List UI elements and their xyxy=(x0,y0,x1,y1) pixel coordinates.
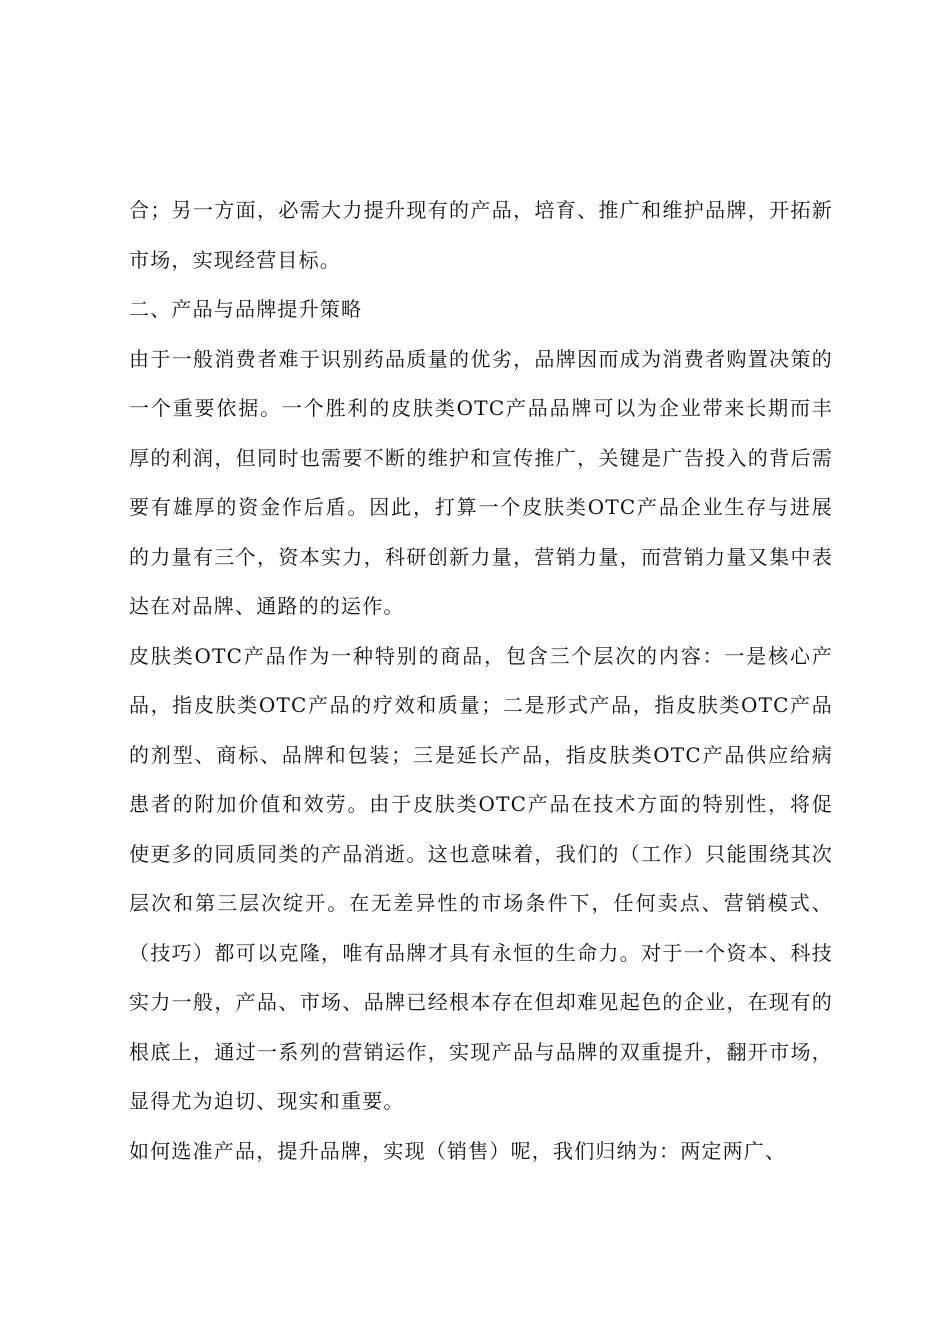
document-body xyxy=(129,186,833,1176)
paragraph-product-levels: 皮肤类OTC产品作为一种特别的商品，包含三个层次的内容：一是核心产品，指皮肤类OTC产品的疗效和质量；二是形式产品，指皮肤类OTC产品的剂型、商标、品牌和包装；三是延长产品，指皮肤类OTC产品供应给病患者的附加价值和效劳。由于皮肤类OTC产品在技术方面的特别性，将促使更多的同质同类的产品消逝。这也意味着，我们的（工作）只能围绕其次层次和第三层次绽开。在无差异性的市场条件下，任何卖点、营销模式、（技巧）都可以克隆，唯有品牌才具有永恒的生命力。对于一个资本、科技实力一般，产品、市场、品牌已经根本存在但却难见起色的企业，在现有的根底上，通过一系列的营销运作，实现产品与品牌的双重提升，翻开市场，显得尤为迫切、现实和重要。 xyxy=(129,643,833,1113)
paragraph-summary-start: 如何选准产品，提升品牌，实现（销售）呢，我们归纳为：两定两广、 xyxy=(129,1138,787,1163)
paragraph-continuation: 合；另一方面，必需大力提升现有的产品，培育、推广和维护品牌，开拓新市场，实现经营目标。 xyxy=(129,198,833,272)
paragraph-brand-importance: 由于一般消费者难于识别药品质量的优劣，品牌因而成为消费者购置决策的一个重要依据。一个胜利的皮肤类OTC产品品牌可以为企业带来长期而丰厚的利润，但同时也需要不断的维护和宣传推广，关键是广告投入的背后需要有雄厚的资金作后盾。因此，打算一个皮肤类OTC产品企业生存与进展的力量有三个，资本实力，科研创新力量，营销力量，而营销力量又集中表达在对品牌、通路的的运作。 xyxy=(129,346,833,618)
section-heading: 二、产品与品牌提升策略 xyxy=(129,297,363,321)
